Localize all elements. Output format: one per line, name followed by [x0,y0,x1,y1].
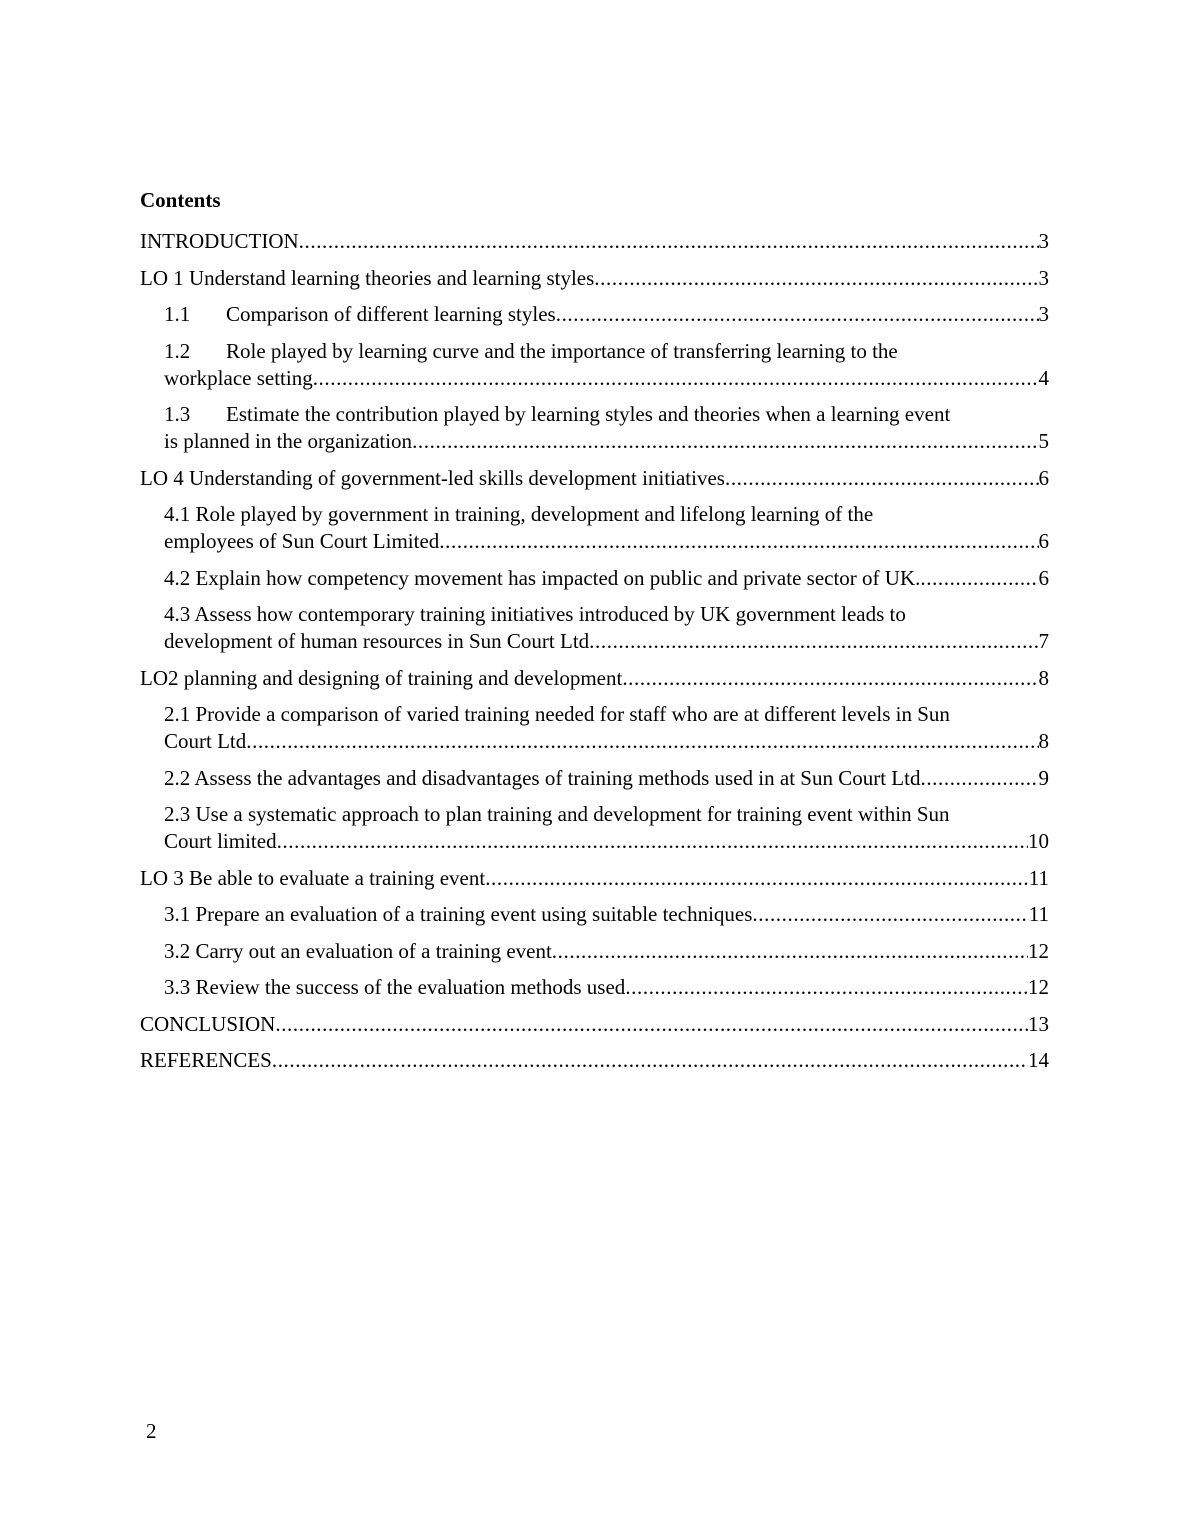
toc-entry-title: Court limited [164,829,277,853]
dot-leader [485,865,1029,892]
toc-subentry[interactable] [140,974,1049,1001]
toc-entry-number: 1.2 [164,338,191,363]
toc-entry[interactable] [140,1011,1049,1038]
toc-entry[interactable] [140,865,1049,892]
toc-subentry[interactable] [140,701,1049,755]
toc-entry-title: 2.2 Assess the advantages and disadvantages of training methods used in at Sun Court Ltd [164,765,921,790]
toc-entry-page: 14 [1028,1048,1049,1072]
dot-leader [552,938,1028,965]
dot-leader [277,828,1028,855]
toc-subentry[interactable] [140,301,1049,328]
toc-entry-title-line1: 2.1 Provide a comparison of varied training needed for staff who are at different levels in Sun [164,702,950,726]
dot-leader [589,628,1038,655]
toc-entry-title-line1: Estimate the contribution played by learning styles and theories when a learning event [226,402,951,426]
toc-subentry[interactable] [140,565,1049,592]
toc-entry-title-line1: 2.3 Use a systematic approach to plan training and development for training event within Sun [164,802,950,826]
toc-entry-title-line1: Role played by learning curve and the importance of transferring learning to the [226,338,898,363]
toc-subentry[interactable] [140,938,1049,965]
dot-leader [725,465,1039,492]
toc-entry-title: 3.2 Carry out an evaluation of a training event [164,938,552,963]
toc-entry[interactable] [140,465,1049,492]
toc-entry-title: LO2 planning and designing of training and development [140,665,623,690]
toc-entry-page: 6 [1038,465,1049,490]
toc-entry-page: 8 [1038,729,1049,753]
dot-leader [246,728,1038,755]
toc-entry-page: 12 [1028,975,1049,999]
toc-subentry[interactable] [140,801,1049,855]
toc-entry-title: 4.2 Explain how competency movement has impacted on public and private sector of UK. [164,565,921,590]
toc-heading: Contents [140,188,221,212]
toc-entry-title: Court Ltd [164,729,247,753]
toc-entry-title: workplace setting [164,365,313,390]
toc-entry-title: LO 4 Understanding of government-led skills development initiatives [140,465,725,490]
toc-entry-page: 6 [1038,529,1049,553]
toc-entry-title: 3.3 Review the success of the evaluation methods used [164,975,626,999]
dot-leader [412,428,1038,455]
dot-leader [594,265,1038,292]
toc-subentry[interactable] [140,338,1049,392]
toc-entry-page: 9 [1038,765,1049,790]
dot-leader [299,228,1039,255]
toc-entry-page: 11 [1028,902,1049,926]
toc-entry-page: 3 [1038,265,1049,290]
toc-entry-page: 3 [1038,229,1049,253]
toc-entry[interactable] [140,1047,1049,1074]
dot-leader [556,301,1039,328]
toc-entry-number: 1.1 [164,302,191,326]
toc-subentry[interactable] [140,501,1049,555]
dot-leader [272,1047,1028,1074]
toc-entry-title: employees of Sun Court Limited [164,529,440,553]
toc-entry[interactable] [140,228,1049,255]
dot-leader [920,765,1038,792]
page-number: 2 [146,1419,157,1443]
toc-entry-page: 7 [1038,629,1049,653]
toc-entry-title: REFERENCES [140,1048,272,1072]
toc-entry-title: LO 1 Understand learning theories and learning styles [140,265,595,290]
toc-entry-title: CONCLUSION [140,1011,276,1036]
toc-entry[interactable] [140,665,1049,692]
toc-entry-page: 10 [1028,829,1049,853]
toc-entry-page: 4 [1038,365,1049,390]
toc-entry-title-line1: 4.1 Role played by government in training, development and lifelong learning of the [164,502,874,526]
toc-entry-title: is planned in the organization [164,429,413,453]
toc-subentry[interactable] [140,765,1049,792]
toc-entry-page: 12 [1028,938,1049,963]
dot-leader [920,565,1038,592]
dot-leader [439,528,1038,555]
toc-entry-title: Comparison of different learning styles [226,302,556,326]
toc-entry-title-line1: 4.3 Assess how contemporary training initiatives introduced by UK government leads to [164,602,906,626]
dot-leader [625,974,1028,1001]
toc-subentry[interactable] [140,601,1049,655]
toc-entry-page: 3 [1038,302,1049,326]
toc-entry-title: development of human resources in Sun Court Ltd [164,629,590,653]
toc-subentry[interactable] [140,401,1049,455]
table-of-contents [140,228,1049,1084]
dot-leader [313,365,1039,392]
toc-entry-page: 5 [1038,429,1049,453]
toc-entry-title: INTRODUCTION [140,229,299,253]
toc-entry-page: 11 [1028,865,1049,890]
dot-leader [752,901,1028,928]
toc-entry-title: 3.1 Prepare an evaluation of a training event using suitable techniques [164,902,753,926]
toc-entry-page: 8 [1038,665,1049,690]
toc-entry[interactable] [140,265,1049,292]
toc-subentry[interactable] [140,901,1049,928]
dot-leader [275,1011,1028,1038]
toc-entry-number: 1.3 [164,402,191,426]
toc-entry-page: 13 [1028,1011,1049,1036]
dot-leader [622,665,1038,692]
toc-entry-page: 6 [1038,565,1049,590]
toc-entry-title: LO 3 Be able to evaluate a training event [140,865,486,890]
